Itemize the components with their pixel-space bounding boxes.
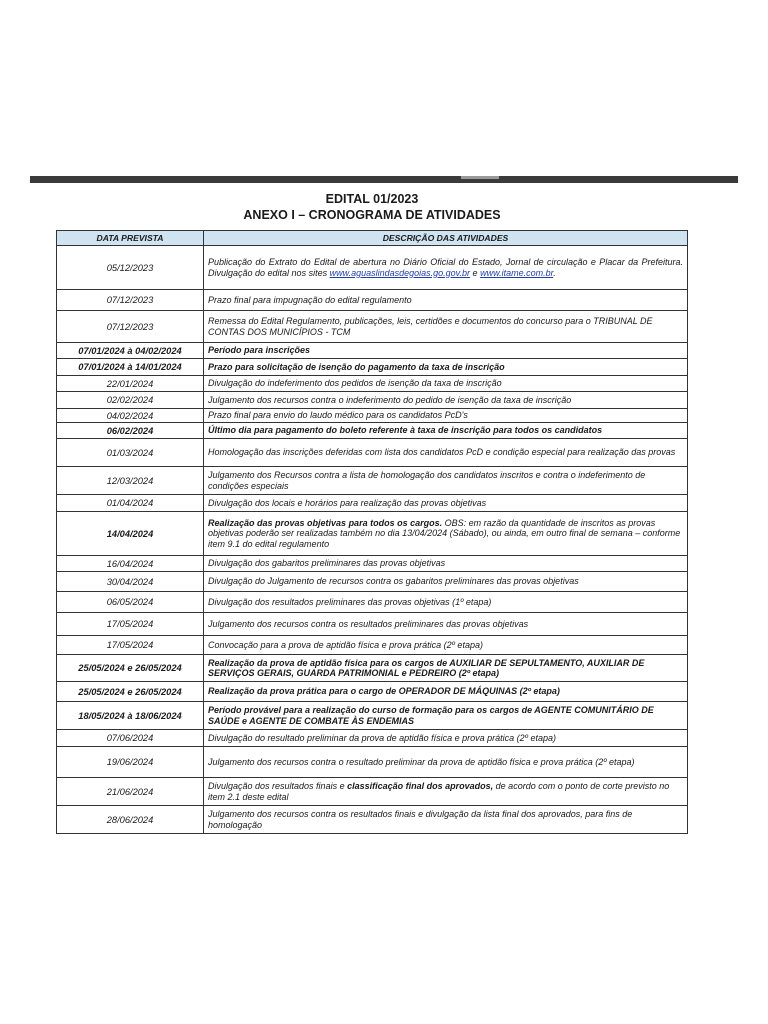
row-description: Prazo final para impugnação do edital regulamento (204, 290, 688, 311)
table-row (57, 392, 688, 409)
table-row (57, 613, 688, 636)
row-date: 07/06/2024 (57, 730, 204, 747)
row-date: 30/04/2024 (57, 572, 204, 592)
table-row (57, 778, 688, 806)
row-description: Divulgação do Julgamento de recursos contra os gabaritos preliminares das provas objetivas (204, 572, 688, 592)
row-date: 01/03/2024 (57, 439, 204, 467)
row-description: Período provável para a realização do curso de formação para os cargos de AGENTE COMUNITÁRIO DE SAÚDE e AGENTE DE COMBATE ÀS ENDEMIAS (204, 702, 688, 730)
table-row (57, 495, 688, 512)
table-header-row (57, 231, 688, 246)
row-description: Julgamento dos recursos contra os resultados preliminares das provas objetivas (204, 613, 688, 636)
row-date: 16/04/2024 (57, 556, 204, 572)
row-description: Divulgação dos resultados preliminares das provas objetivas (1º etapa) (204, 592, 688, 613)
table-row (57, 655, 688, 682)
table-row (57, 290, 688, 311)
site-link-aguaslindas[interactable]: www.aguaslindasdegoias.go.gov.br (329, 267, 471, 278)
table-row (57, 636, 688, 655)
row-description-text: Publicação do Extrato do Edital de abertura no Diário Oficial do Estado, Jornal de circulação e Placar da Prefeitura. Divulgação do edital nos sites (208, 257, 683, 278)
document-subtitle: ANEXO I – CRONOGRAMA DE ATIVIDADES (243, 208, 501, 222)
row-description: Prazo para solicitação de isenção do pagamento da taxa de inscrição (204, 359, 688, 376)
row-description: Último dia para pagamento do boleto referente à taxa de inscrição para todos os candidatos (204, 423, 688, 439)
row-date: 07/12/2023 (57, 311, 204, 343)
row-description: Período para inscrições (204, 343, 688, 359)
table-row (57, 311, 688, 343)
table-row (57, 423, 688, 439)
table-row (57, 730, 688, 747)
row-date: 14/04/2024 (57, 512, 204, 556)
row-date: 07/12/2023 (57, 290, 204, 311)
row-date: 06/05/2024 (57, 592, 204, 613)
row-date: 22/01/2024 (57, 376, 204, 392)
row-description: Divulgação do indeferimento dos pedidos de isenção da taxa de inscrição (204, 376, 688, 392)
table-row (57, 359, 688, 376)
row-description-tail: de acordo com o ponto de corte previsto no item 2.1 deste edital (208, 781, 670, 802)
row-date: 05/12/2023 (57, 246, 204, 290)
row-description: Julgamento dos recursos contra o indeferimento do pedido de isenção da taxa de inscrição (204, 392, 688, 409)
row-date: 07/01/2024 à 14/01/2024 (57, 359, 204, 376)
row-description: Homologação das inscrições deferidas com lista dos candidatos PcD e condição especial para realização das provas (204, 439, 688, 467)
row-date: 07/01/2024 à 04/02/2024 (57, 343, 204, 359)
row-description-tail: . (553, 267, 556, 278)
schedule-table (56, 230, 688, 834)
row-description-bold: Realização das provas objetivas para todos os cargos. (208, 517, 443, 528)
row-description-sep: e (472, 267, 478, 278)
row-date: 17/05/2024 (57, 636, 204, 655)
row-description-bold: classificação final dos aprovados, (347, 781, 494, 792)
row-date: 28/06/2024 (57, 806, 204, 834)
row-date: 01/04/2024 (57, 495, 204, 512)
table-row (57, 592, 688, 613)
row-date: 19/06/2024 (57, 747, 204, 778)
table-row (57, 512, 688, 556)
table-row (57, 682, 688, 702)
table-row (57, 409, 688, 423)
row-description: Prazo final para envio do laudo médico para os candidatos PcD's (204, 409, 688, 423)
row-description (204, 778, 688, 806)
table-row (57, 439, 688, 467)
table-row (57, 747, 688, 778)
row-description: Divulgação do resultado preliminar da prova de aptidão física e prova prática (2º etapa) (204, 730, 688, 747)
row-date: 25/05/2024 e 26/05/2024 (57, 682, 204, 702)
table-row (57, 343, 688, 359)
row-date: 17/05/2024 (57, 613, 204, 636)
table-row (57, 376, 688, 392)
site-link-itame[interactable]: www.itame.com.br (480, 267, 554, 278)
table-row (57, 702, 688, 730)
scroll-indicator (461, 176, 499, 179)
header-description: DESCRIÇÃO DAS ATIVIDADES (204, 231, 688, 246)
header-date: DATA PREVISTA (57, 231, 204, 246)
table-row (57, 246, 688, 290)
row-description-text: OBS: em razão da quantidade de inscritos as provas objetivas poderão ser realizadas também no dia 13/04/2024 (Sábado), ou ainda, em outro final de semana – conforme item 9.1 do edital regulamento (208, 517, 681, 549)
row-description-text: Divulgação dos resultados finais e (208, 781, 345, 792)
row-date: 25/05/2024 e 26/05/2024 (57, 655, 204, 682)
row-description: Realização da prova prática para o cargo de OPERADOR DE MÁQUINAS (2º etapa) (204, 682, 688, 702)
row-description (204, 512, 688, 556)
row-description: Julgamento dos recursos contra o resultado preliminar da prova de aptidão física e prova prática (2º etapa) (204, 747, 688, 778)
table-row (57, 467, 688, 495)
table-row (57, 556, 688, 572)
row-date: 06/02/2024 (57, 423, 204, 439)
row-date: 21/06/2024 (57, 778, 204, 806)
row-description (204, 246, 688, 290)
table-row (57, 806, 688, 834)
document-title: EDITAL 01/2023 (325, 192, 419, 206)
row-description: Remessa do Edital Regulamento, publicações, leis, certidões e documentos do concurso para o TRIBUNAL DE CONTAS DOS MUNICÍPIOS - TCM (204, 311, 688, 343)
table-row (57, 572, 688, 592)
row-description: Divulgação dos gabaritos preliminares das provas objetivas (204, 556, 688, 572)
row-date: 12/03/2024 (57, 467, 204, 495)
row-description: Convocação para a prova de aptidão física e prova prática (2º etapa) (204, 636, 688, 655)
row-description: Realização da prova de aptidão física para os cargos de AUXILIAR DE SEPULTAMENTO, AUXILIAR DE SERVIÇOS GERAIS, GUARDA PATRIMONIAL e PEDREIRO (2º etapa) (204, 655, 688, 682)
row-date: 04/02/2024 (57, 409, 204, 423)
document-top-bar (30, 176, 738, 183)
row-date: 18/05/2024 à 18/06/2024 (57, 702, 204, 730)
row-date: 02/02/2024 (57, 392, 204, 409)
row-description: Divulgação dos locais e horários para realização das provas objetivas (204, 495, 688, 512)
row-description: Julgamento dos Recursos contra a lista de homologação dos candidatos inscritos e contra o indeferimento de condições especiais (204, 467, 688, 495)
row-description: Julgamento dos recursos contra os resultados finais e divulgação da lista final dos aprovados, para fins de homologação (204, 806, 688, 834)
